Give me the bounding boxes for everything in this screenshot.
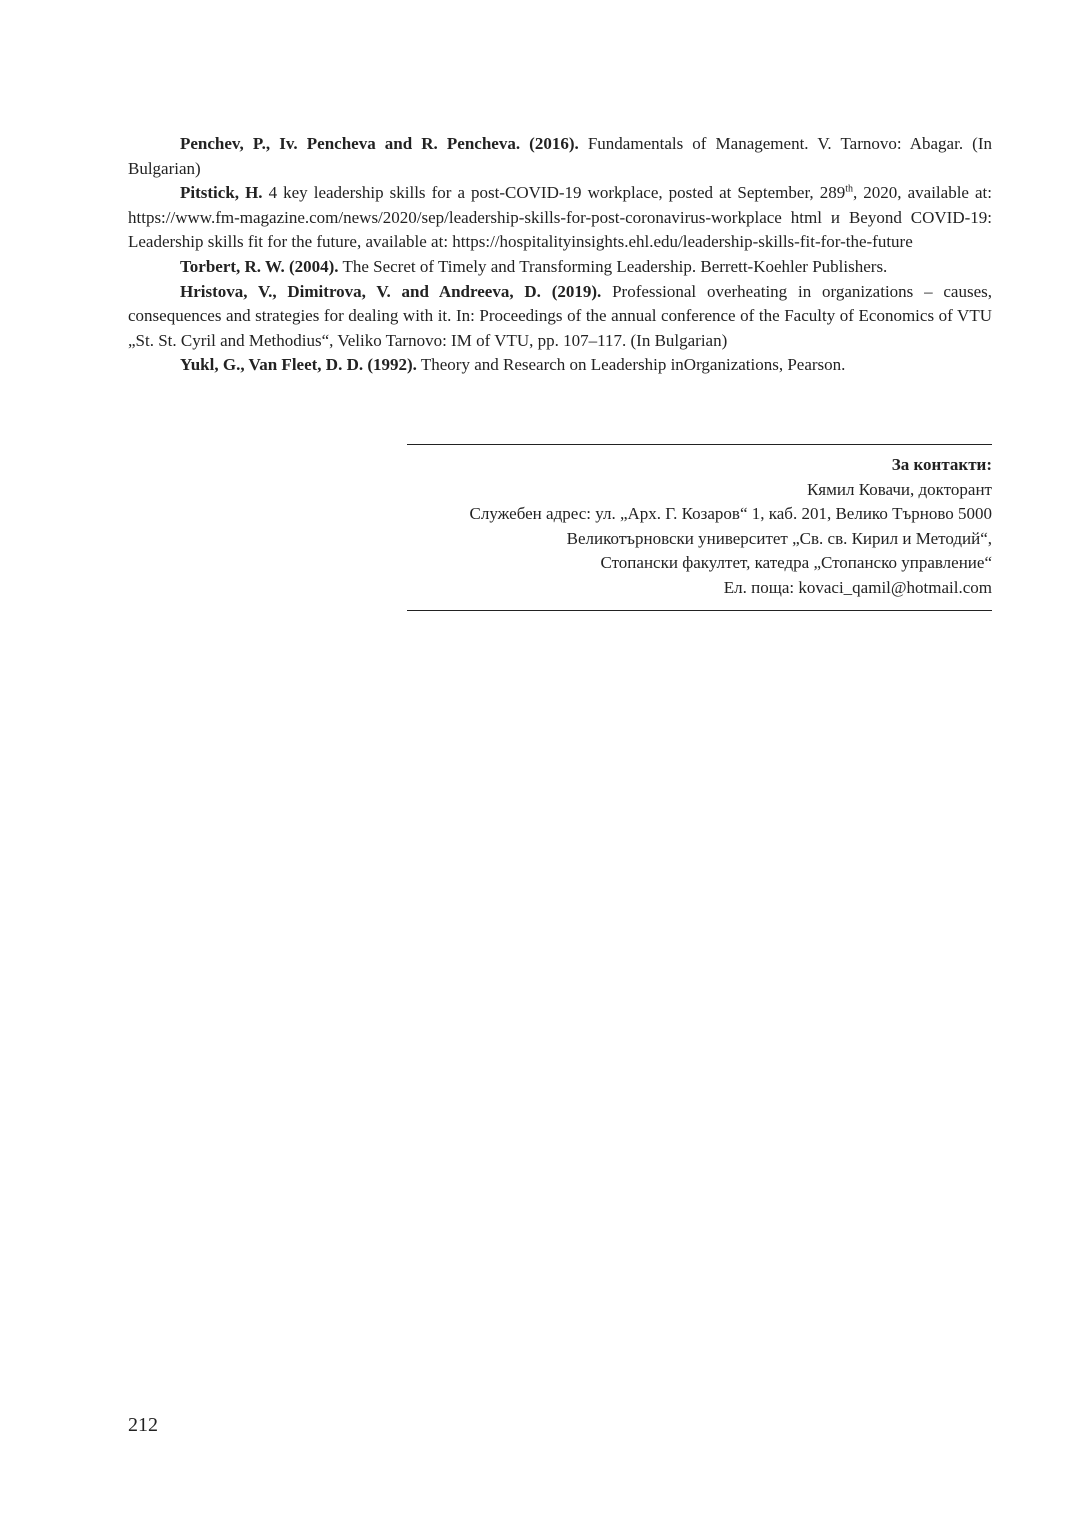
contact-university: Великотърновски университет „Св. св. Кирил и Методий“, (566, 528, 992, 548)
reference-authors: Hristova, V., Dimitrova, V. and Andreeva, D. (2019). (180, 281, 602, 301)
contact-department: Стопански факултет, катедра „Стопанско управление“ (600, 553, 992, 573)
reference-authors: Penchev, P., Iv. Pencheva and R. Pencheva. (2016). (180, 134, 579, 153)
references-list (128, 132, 992, 378)
reference-authors: Yukl, G., Van Fleet, D. D. (1992). (180, 355, 417, 375)
contact-address: Служебен адрес: ул. „Арх. Г. Козаров“ 1, каб. 201, Велико Търново 5000 (469, 504, 992, 524)
reference-authors: Pitstick, H. (180, 183, 263, 203)
contact-email: Ел. поща: kovaci_qamil@hotmail.com (723, 577, 992, 597)
reference-text: The Secret of Timely and Transforming Leadership. Berrett-Koehler Publishers. (338, 256, 888, 276)
reference-authors: Torbert, R. W. (2004). (180, 256, 339, 276)
reference-item (128, 181, 992, 255)
reference-text: , 2020, available at: https://www.fm-magazine.com/news/2020/sep/leadership-skills-for-post-coronavirus-workplace html и Beyond COVID-19: Leadership skills fit for the future, available at: https://hospitalityinsights.ehl.edu/leadership-skills-fit-for-the-future (128, 183, 992, 252)
reference-text: Fundamentals of Management. V. Tarnovo: Abagar. (In Bulgarian) (128, 134, 992, 178)
reference-text: Professional overheating in organizations – causes, consequences and strategies for dealing with it. In: Proceedings of the annual conference of the Faculty of Economics of VTU „St. St. Cyril and Methodius“, Veliko Tarnovo: IM of VTU, pp. 107–117. (In Bulgarian) (128, 281, 992, 350)
contact-heading: За контакти: (891, 455, 992, 474)
ordinal-superscript: th (845, 183, 854, 195)
reference-text: 4 key leadership skills for a post-COVID-19 workplace, posted at September, 289 (262, 183, 846, 203)
reference-item (128, 132, 992, 181)
contact-name: Кямил Ковачи, докторант (806, 479, 992, 499)
reference-item (128, 353, 992, 378)
page-number: 212 (128, 1414, 158, 1436)
reference-item (128, 255, 992, 280)
reference-item (128, 280, 992, 354)
reference-text: Theory and Research on Leadership inOrganizations, Pearson. (416, 355, 846, 375)
contact-block (407, 444, 992, 611)
